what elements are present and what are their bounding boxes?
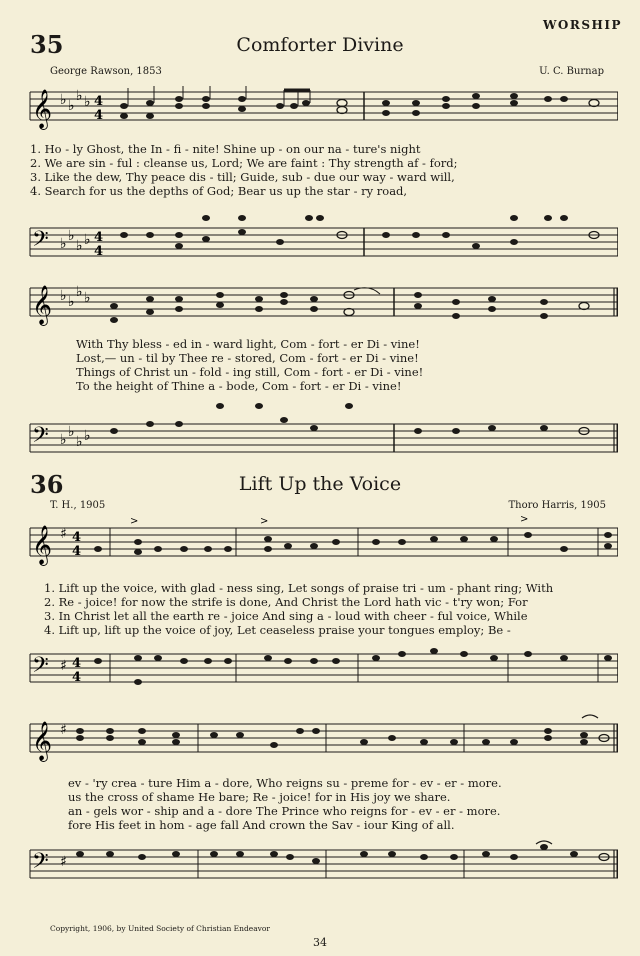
svg-text:♭: ♭ (76, 434, 83, 450)
bass-staff (24, 642, 618, 700)
svg-text:>: > (130, 516, 139, 527)
svg-text:4: 4 (72, 670, 82, 685)
lyric-line: To the height of Thine a - bode, Com - fort - er Di - vine! (76, 379, 402, 393)
lyric-line: 1. Ho - ly Ghost, the In - fi - nite! Shine up - on our na - ture's night (30, 142, 421, 156)
svg-text:♯: ♯ (60, 526, 67, 542)
svg-text:4: 4 (94, 244, 104, 259)
lyric-line: 3. Like the dew, Thy peace dis - till; Guide, sub - due our way - ward will, (30, 170, 455, 184)
lyric-line: With Thy bless - ed in - ward light, Com - fort - er Di - vine! (76, 337, 420, 351)
lyric-line: 3. In Christ let all the earth re - joice And sing a - loud with cheer - ful voice, While (44, 609, 528, 623)
hymn-title: Comforter Divine (236, 34, 404, 56)
lyric-line: us the cross of shame He bare; Re - joice! for in His joy we share. (68, 790, 451, 804)
svg-text:𝄞: 𝄞 (32, 525, 53, 565)
lyric-line: 2. We are sin - ful : cleanse us, Lord; We are faint : Thy strength af - ford; (30, 156, 458, 170)
treble-staff (24, 516, 618, 572)
svg-text:♭: ♭ (68, 98, 75, 114)
lyric-line: 4. Lift up, lift up the voice of joy, Let ceaseless praise your tongues employ; Be - (44, 623, 511, 637)
svg-text:♭: ♭ (76, 238, 83, 254)
hymn-number: 35 (30, 30, 64, 59)
copyright-note: Copyright, 1906, by United Society of Christian Endeavor (50, 924, 271, 933)
svg-text:>: > (260, 516, 269, 527)
svg-text:♭: ♭ (84, 94, 91, 110)
svg-text:4: 4 (94, 94, 104, 109)
svg-text:♭: ♭ (68, 228, 75, 244)
svg-text:♯: ♯ (60, 658, 67, 674)
svg-text:𝄞: 𝄞 (32, 721, 53, 761)
bass-staff (24, 398, 618, 462)
svg-text:♭: ♭ (68, 294, 75, 310)
svg-text:4: 4 (72, 656, 82, 671)
section-heading: WORSHIP (542, 18, 622, 32)
svg-text:𝄢: 𝄢 (32, 849, 49, 879)
lyric-line: Things of Christ un - fold - ing still, Com - fort - er Di - vine! (76, 365, 424, 379)
svg-text:4: 4 (94, 108, 104, 123)
words-credit: T. H., 1905 (50, 500, 106, 511)
svg-text:♭: ♭ (60, 432, 67, 448)
bass-staff (24, 206, 618, 266)
bass-staff (24, 838, 618, 894)
lyric-line: fore His feet in hom - age fall And crown the Sav - iour King of all. (68, 818, 455, 832)
svg-text:𝄞: 𝄞 (32, 285, 53, 325)
lyric-line: 4. Search for us the depths of God; Bear us up the star - ry road, (30, 184, 408, 198)
svg-text:4: 4 (72, 530, 82, 545)
svg-text:4: 4 (72, 544, 82, 559)
hymn-number: 36 (30, 470, 64, 499)
words-credit: George Rawson, 1853 (50, 66, 162, 77)
svg-text:𝄢: 𝄢 (32, 227, 49, 257)
svg-text:♭: ♭ (84, 428, 91, 444)
lyric-line: Lost,— un - til by Thee re - stored, Com - fort - er Di - vine! (76, 351, 419, 365)
svg-text:𝄢: 𝄢 (32, 423, 49, 453)
svg-text:♭: ♭ (60, 92, 67, 108)
lyric-line: 1. Lift up the voice, with glad - ness sing, Let songs of praise tri - um - phant ring; With (44, 581, 554, 595)
svg-text:♯: ♯ (60, 854, 67, 870)
treble-staff (24, 86, 618, 138)
svg-text:♭: ♭ (76, 284, 83, 300)
lyric-line: 2. Re - joice! for now the strife is done, And Christ the Lord hath vic - t'ry won; For (44, 595, 528, 609)
hymn-title: Lift Up the Voice (238, 473, 402, 495)
page-number: 34 (313, 936, 327, 949)
svg-text:𝄞: 𝄞 (32, 89, 53, 129)
lyric-line: an - gels wor - ship and a - dore The Prince who reigns for - ev - er - more. (68, 804, 501, 818)
svg-text:♭: ♭ (68, 424, 75, 440)
svg-text:♭: ♭ (60, 288, 67, 304)
lyric-line: ev - 'ry crea - ture Him a - dore, Who reigns su - preme for - ev - er - more. (68, 776, 502, 790)
svg-text:𝄢: 𝄢 (32, 653, 49, 683)
svg-text:>: > (520, 516, 529, 525)
svg-text:4: 4 (94, 230, 104, 245)
treble-staff (24, 282, 618, 334)
svg-text:♭: ♭ (60, 236, 67, 252)
svg-text:♭: ♭ (76, 88, 83, 104)
svg-text:♭: ♭ (84, 232, 91, 248)
music-credit: U. C. Burnap (539, 66, 604, 77)
svg-text:♭: ♭ (84, 290, 91, 306)
music-credit: Thoro Harris, 1905 (508, 500, 606, 511)
treble-staff (24, 712, 618, 766)
svg-text:♯: ♯ (60, 722, 67, 738)
